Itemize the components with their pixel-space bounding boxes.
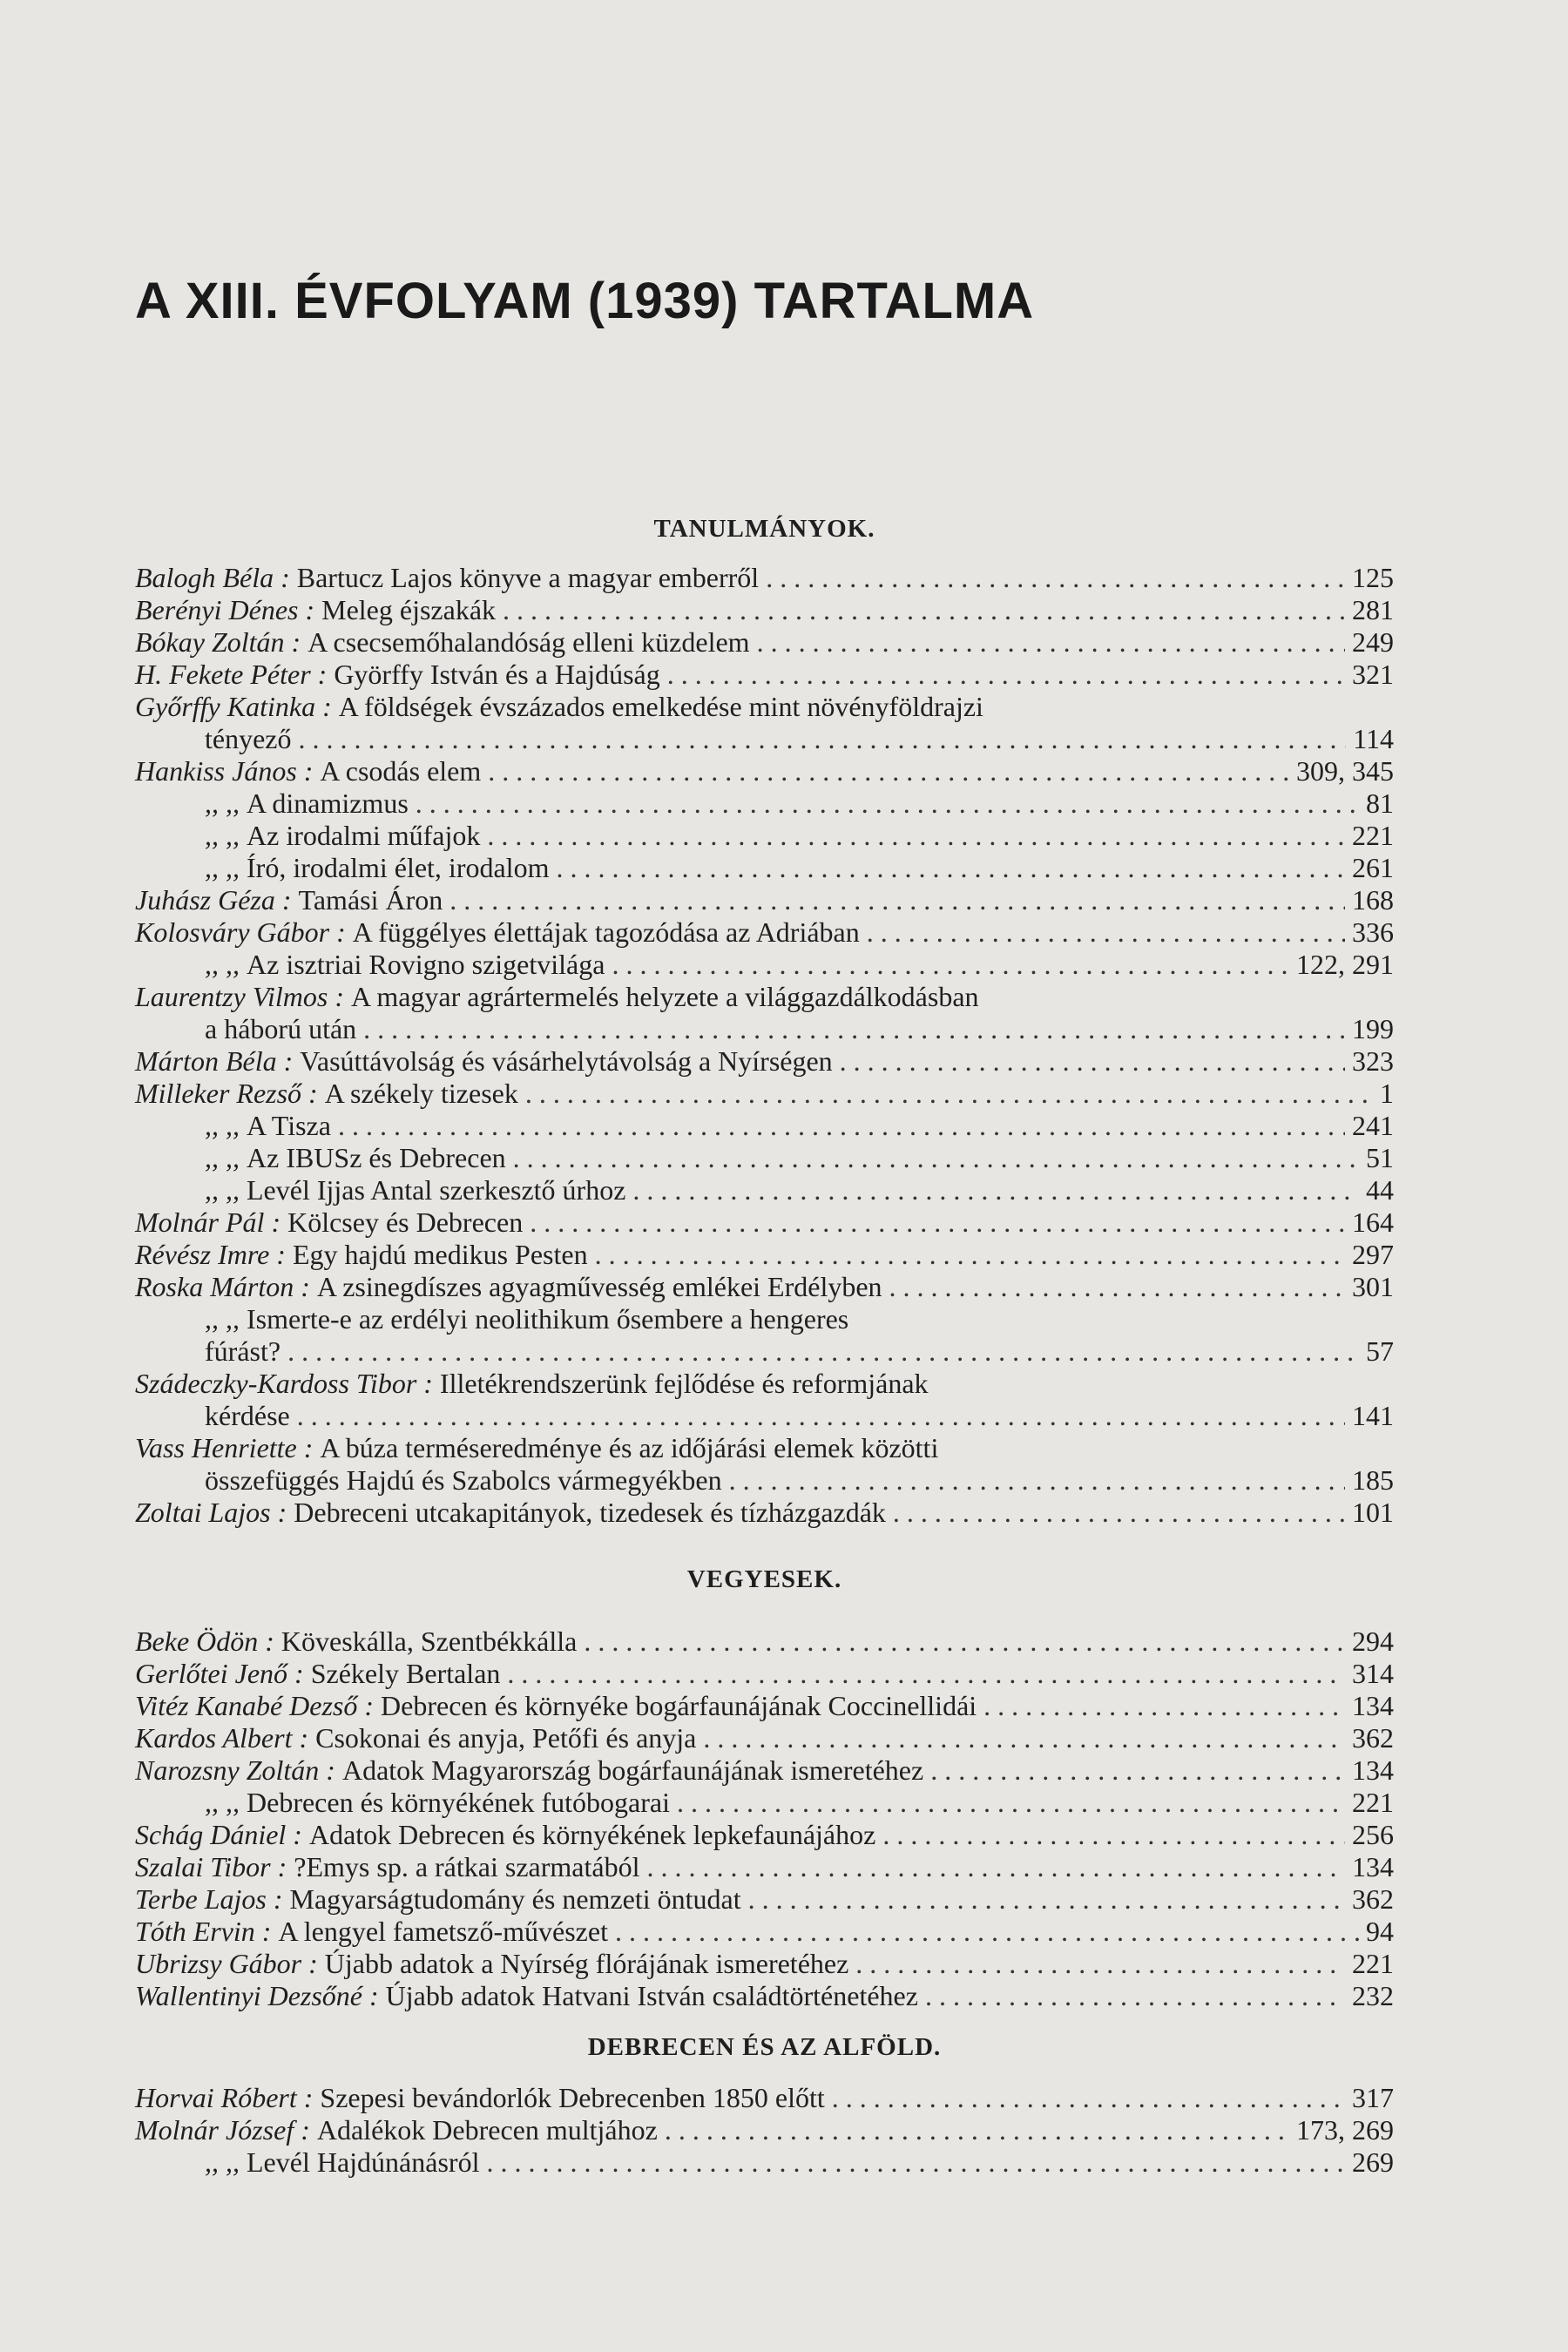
toc-entry [135,1819,1394,1851]
toc-line [135,1174,1394,1206]
toc-entry [135,1206,1394,1239]
page-number: 134 [1352,1851,1394,1882]
dot-leader [595,1239,1345,1271]
dot-leader [449,884,1345,916]
page-title: A XIII. ÉVFOLYAM (1939) TARTALMA [135,273,1035,329]
toc-line [135,2082,1394,2114]
entry-author: Terbe Lajos : [135,1883,283,1915]
dot-leader [530,1206,1345,1239]
toc-line [135,691,1394,723]
page-number: 221 [1352,1948,1394,1979]
dot-leader [615,1916,1359,1948]
toc-entry [135,1980,1394,2012]
page-number: 297 [1352,1239,1394,1270]
dot-leader [612,949,1289,981]
entry-author: Horvai Róbert : [135,2082,314,2113]
dot-leader [925,1980,1345,2012]
page-number: 261 [1352,852,1394,883]
entry-title: Adalékok Debrecen multjához [316,2114,658,2146]
entry-author: Milleker Rezső : [135,1078,318,1109]
page-number: 51 [1366,1142,1394,1173]
toc-line-continued [135,1400,1394,1432]
page-number: 294 [1352,1625,1394,1657]
entry-title: Illetékrendszerünk fejlődése és reformjának [439,1368,929,1399]
toc-line [135,1303,1394,1335]
ditto-mark: ,, ,, [205,949,240,980]
entry-title-continued: összefüggés Hajdú és Szabolcs vármegyékben [205,1464,722,1496]
entry-author: Ubrizsy Gábor : [135,1948,318,1979]
toc-entry [135,2082,1394,2114]
entry-author: Narozsny Zoltán : [135,1754,335,1786]
toc-entry [135,755,1394,787]
entry-author: Vitéz Kanabé Dezső : [135,1690,375,1721]
page-number: 134 [1352,1754,1394,1786]
toc-entry [135,1658,1394,1690]
ditto-mark: ,, ,, [205,1303,240,1335]
toc-entry [135,981,1394,1045]
entry-title: Debrecen és környékének futóbogarai [247,1787,670,1818]
page-number: 101 [1352,1497,1394,1528]
toc-entry [135,787,1394,820]
entry-author: Berényi Dénes : [135,594,315,625]
toc-line [135,1432,1394,1464]
dot-leader [487,820,1345,852]
dot-leader [584,1625,1345,1658]
section-tanulmanyok [135,510,1394,1529]
dot-leader [757,626,1345,659]
entry-title: A földségek évszázados emelkedése mint növényföldrajzi [338,691,983,722]
toc-entry [135,949,1394,981]
entry-title: Kölcsey és Debrecen [287,1206,524,1238]
section-heading: TANULMÁNYOK. [653,515,875,543]
dot-leader [867,916,1345,949]
entry-title: A függélyes élettájak tagozódása az Adriában [352,916,860,948]
toc-line [135,884,1394,916]
toc-line [135,1883,1394,1916]
dot-leader [665,2114,1289,2146]
page-number: 249 [1352,626,1394,658]
toc-line [135,755,1394,787]
dot-leader [646,1851,1345,1883]
toc-line-continued [135,1464,1394,1497]
page-number: 321 [1352,659,1394,690]
page-number: 256 [1352,1819,1394,1850]
entry-author: Molnár József : [135,2114,310,2146]
toc-line [135,1271,1394,1303]
entry-title: Újabb adatok Hatvani István családtörténetéhez [385,1980,918,2011]
toc-line [135,1787,1394,1819]
entry-author: Vass Henriette : [135,1432,314,1463]
dot-leader [363,1013,1345,1045]
dot-leader [893,1497,1345,1529]
entry-title: Levél Hajdúnánásról [247,2146,480,2178]
entry-title: A dinamizmus [247,787,409,819]
entry-author: Schág Dániel : [135,1819,302,1850]
toc-line [135,981,1394,1013]
toc-entry [135,1916,1394,1948]
section-heading: VEGYESEK. [686,1565,842,1593]
toc-entry [135,1787,1394,1819]
page-number: 168 [1352,884,1394,916]
toc-line [135,2114,1394,2146]
dot-leader [416,787,1359,820]
entry-author: Bókay Zoltán : [135,626,301,658]
dot-leader [513,1142,1359,1174]
entry-list [135,2082,1394,2179]
toc-line [135,1206,1394,1239]
toc-entry [135,1078,1394,1110]
page-number: 314 [1352,1658,1394,1689]
dot-leader [287,1335,1359,1368]
toc-entry [135,1432,1394,1497]
page-number: 281 [1352,594,1394,625]
toc-entry [135,1303,1394,1368]
dot-leader [855,1948,1345,1980]
entry-title: Egy hajdú medikus Pesten [292,1239,588,1270]
page-number: 241 [1352,1110,1394,1141]
entry-author: Balogh Béla : [135,562,290,593]
entry-title: Tamási Áron [298,884,443,916]
page-number: 134 [1352,1690,1394,1721]
toc-entry [135,884,1394,916]
entry-list [135,1625,1394,2012]
entry-title: Író, irodalmi élet, irodalom [247,852,550,883]
toc-line [135,1948,1394,1980]
ditto-mark: ,, ,, [205,852,240,883]
toc-line [135,916,1394,949]
toc-entry [135,916,1394,949]
page-number: 1 [1380,1078,1394,1109]
toc-entry [135,1174,1394,1206]
toc-line [135,1497,1394,1529]
toc-entry [135,1497,1394,1529]
page-number: 362 [1352,1883,1394,1915]
toc-entry [135,1625,1394,1658]
entry-title: A csecsemőhalandóság elleni küzdelem [308,626,750,658]
page-number: 173, 269 [1296,2114,1394,2146]
ditto-mark: ,, ,, [205,1787,240,1818]
toc-line [135,1754,1394,1787]
dot-leader [832,2082,1345,2114]
toc-entry [135,852,1394,884]
page-number: 269 [1352,2146,1394,2178]
page-number: 94 [1366,1916,1394,1947]
toc-line [135,787,1394,820]
toc-line [135,1690,1394,1722]
toc-line [135,2146,1394,2179]
dot-leader [840,1045,1345,1078]
page-number: 185 [1352,1464,1394,1496]
entry-title-continued: tényező [205,723,292,754]
entry-title: Bartucz Lajos könyve a magyar emberről [296,562,760,593]
toc-entry [135,1110,1394,1142]
entry-title: Debreceni utcakapitányok, tizedesek és tízházgazdák [294,1497,886,1528]
dot-leader [503,594,1345,626]
dot-leader [677,1787,1345,1819]
toc-entry [135,691,1394,755]
page-number: 114 [1353,723,1394,754]
toc-line [135,1142,1394,1174]
dot-leader [667,659,1345,691]
ditto-mark: ,, ,, [205,787,240,819]
entry-author: Tóth Ervin : [135,1916,272,1947]
section-heading: DEBRECEN ÉS AZ ALFÖLD. [587,2033,942,2061]
toc-line-continued [135,723,1394,755]
entry-author: H. Fekete Péter : [135,659,328,690]
toc-line [135,1851,1394,1883]
dot-leader [486,2146,1345,2179]
entry-author: Márton Béla : [135,1045,294,1077]
entry-title: Györffy István és a Hajdúság [334,659,660,690]
page-number: 199 [1352,1013,1394,1044]
toc-line [135,1239,1394,1271]
entry-title: A búza terméseredménye és az időjárási elemek közötti [320,1432,939,1463]
entry-author: Hankiss János : [135,755,314,787]
toc-line [135,1658,1394,1690]
entry-title: Adatok Magyarország bogárfaunájának ismeretéhez [341,1754,924,1786]
entry-title: Az isztriai Rovigno szigetvilága [247,949,605,980]
entry-title-continued: fúrást? [205,1335,281,1367]
ditto-mark: ,, ,, [205,1142,240,1173]
toc-entry [135,1754,1394,1787]
dot-leader [882,1819,1345,1851]
entry-title: Levél Ijjas Antal szerkesztő úrhoz [247,1174,626,1206]
ditto-mark: ,, ,, [205,1110,240,1141]
dot-leader [748,1883,1345,1916]
page-number: 232 [1352,1980,1394,2011]
entry-title: A magyar agrártermelés helyzete a világgazdálkodásban [350,981,979,1012]
page-number: 44 [1366,1174,1394,1206]
toc-entry [135,659,1394,691]
entry-title: Magyarságtudomány és nemzeti öntudat [289,1883,741,1915]
dot-leader [703,1722,1345,1754]
entry-author: Szalai Tibor : [135,1851,287,1882]
page-number: 221 [1352,1787,1394,1818]
page-number: 141 [1352,1400,1394,1431]
entry-title: Debrecen és környéke bogárfaunájának Coccinellidái [381,1690,977,1721]
entry-title: ?Emys sp. a rátkai szarmatából [294,1851,640,1882]
entry-author: Szádeczky-Kardoss Tibor : [135,1368,433,1399]
entry-title: A Tisza [247,1110,331,1141]
toc-entry [135,1368,1394,1432]
dot-leader [983,1690,1345,1722]
toc-line-continued [135,1013,1394,1045]
dot-leader [297,1400,1345,1432]
toc-line [135,1045,1394,1078]
toc-entry [135,1271,1394,1303]
entry-title: Csokonai és anyja, Petőfi és anyja [315,1722,697,1754]
dot-leader [930,1754,1345,1787]
dot-leader [889,1271,1345,1303]
entry-author: Beke Ödön : [135,1625,274,1657]
toc-line-continued [135,1335,1394,1368]
entry-author: Juhász Géza : [135,884,292,916]
page-number: 81 [1366,787,1394,819]
toc-line [135,659,1394,691]
toc-line [135,1916,1394,1948]
entry-title: Adatok Debrecen és környékének lepkefaunájához [308,1819,876,1850]
entry-author: Gerlőtei Jenő : [135,1658,304,1689]
toc-entry [135,1851,1394,1883]
entry-title: Az irodalmi műfajok [247,820,481,851]
entry-title: A lengyel fametsző-művészet [278,1916,608,1947]
dot-leader [525,1078,1373,1110]
entry-title: Meleg éjszakák [321,594,497,625]
entry-title: Vasúttávolság és vásárhelytávolság a Nyírségen [300,1045,833,1077]
dot-leader [766,562,1345,594]
toc-line [135,852,1394,884]
page-number: 309, 345 [1296,755,1394,787]
toc-line [135,949,1394,981]
entry-list [135,562,1394,1529]
ditto-mark: ,, ,, [205,1174,240,1206]
page-number: 301 [1352,1271,1394,1302]
toc-entry [135,1142,1394,1174]
toc-line [135,1980,1394,2012]
entry-author: Kardos Albert : [135,1722,309,1754]
toc-line [135,820,1394,852]
page-number: 362 [1352,1722,1394,1754]
entry-title: Az IBUSz és Debrecen [247,1142,506,1173]
entry-author: Molnár Pál : [135,1206,281,1238]
page-number: 57 [1366,1335,1394,1367]
toc-line [135,594,1394,626]
entry-title: Köveskálla, Szentbékkálla [280,1625,578,1657]
page-number: 317 [1352,2082,1394,2113]
toc-line [135,1819,1394,1851]
page-number: 336 [1352,916,1394,948]
toc-entry [135,2114,1394,2146]
dot-leader [299,723,1347,755]
toc-entry [135,1045,1394,1078]
toc-entry [135,2146,1394,2179]
entry-title: A csodás elem [320,755,482,787]
section-debrecen-es-az-alfold [135,2030,1394,2179]
page-number: 125 [1352,562,1394,593]
toc-entry [135,1948,1394,1980]
page-number: 164 [1352,1206,1394,1238]
page-number: 122, 291 [1296,949,1394,980]
entry-author: Roska Márton : [135,1271,310,1302]
entry-title: Szepesi bevándorlók Debrecenben 1850 előtt [320,2082,825,2113]
dot-leader [632,1174,1359,1206]
ditto-mark: ,, ,, [205,2146,240,2178]
toc-line [135,1625,1394,1658]
entry-author: Wallentinyi Dezsőné : [135,1980,379,2011]
entry-author: Laurentzy Vilmos : [135,981,344,1012]
toc-line [135,626,1394,659]
toc-entry [135,1883,1394,1916]
toc-line [135,562,1394,594]
toc-entry [135,1722,1394,1754]
dot-leader [729,1464,1345,1497]
toc-entry [135,594,1394,626]
page-number: 323 [1352,1045,1394,1077]
toc-entry [135,626,1394,659]
entry-author: Révész Imre : [135,1239,286,1270]
entry-title: Ismerte-e az erdélyi neolithikum ősembere a hengeres [247,1303,849,1335]
entry-title: A székely tizesek [324,1078,518,1109]
dot-leader [488,755,1289,787]
toc-entry [135,562,1394,594]
entry-title: Újabb adatok a Nyírség flórájának ismeretéhez [324,1948,849,1979]
toc-line [135,1078,1394,1110]
toc-entry [135,1690,1394,1722]
dot-leader [338,1110,1345,1142]
entry-title-continued: kérdése [205,1400,290,1431]
toc-line [135,1110,1394,1142]
ditto-mark: ,, ,, [205,820,240,851]
toc-entry [135,820,1394,852]
toc-line [135,1722,1394,1754]
entry-author: Zoltai Lajos : [135,1497,287,1528]
entry-author: Győrffy Katinka : [135,691,332,722]
entry-title: A zsinegdíszes agyagművesség emlékei Erdélyben [316,1271,882,1302]
toc-entry [135,1239,1394,1271]
entry-title: Székely Bertalan [310,1658,501,1689]
dot-leader [556,852,1345,884]
toc-line [135,1368,1394,1400]
dot-leader [507,1658,1345,1690]
section-vegyesek [135,1558,1394,2012]
entry-title-continued: a háború után [205,1013,357,1044]
page-number: 221 [1352,820,1394,851]
entry-author: Kolosváry Gábor : [135,916,346,948]
